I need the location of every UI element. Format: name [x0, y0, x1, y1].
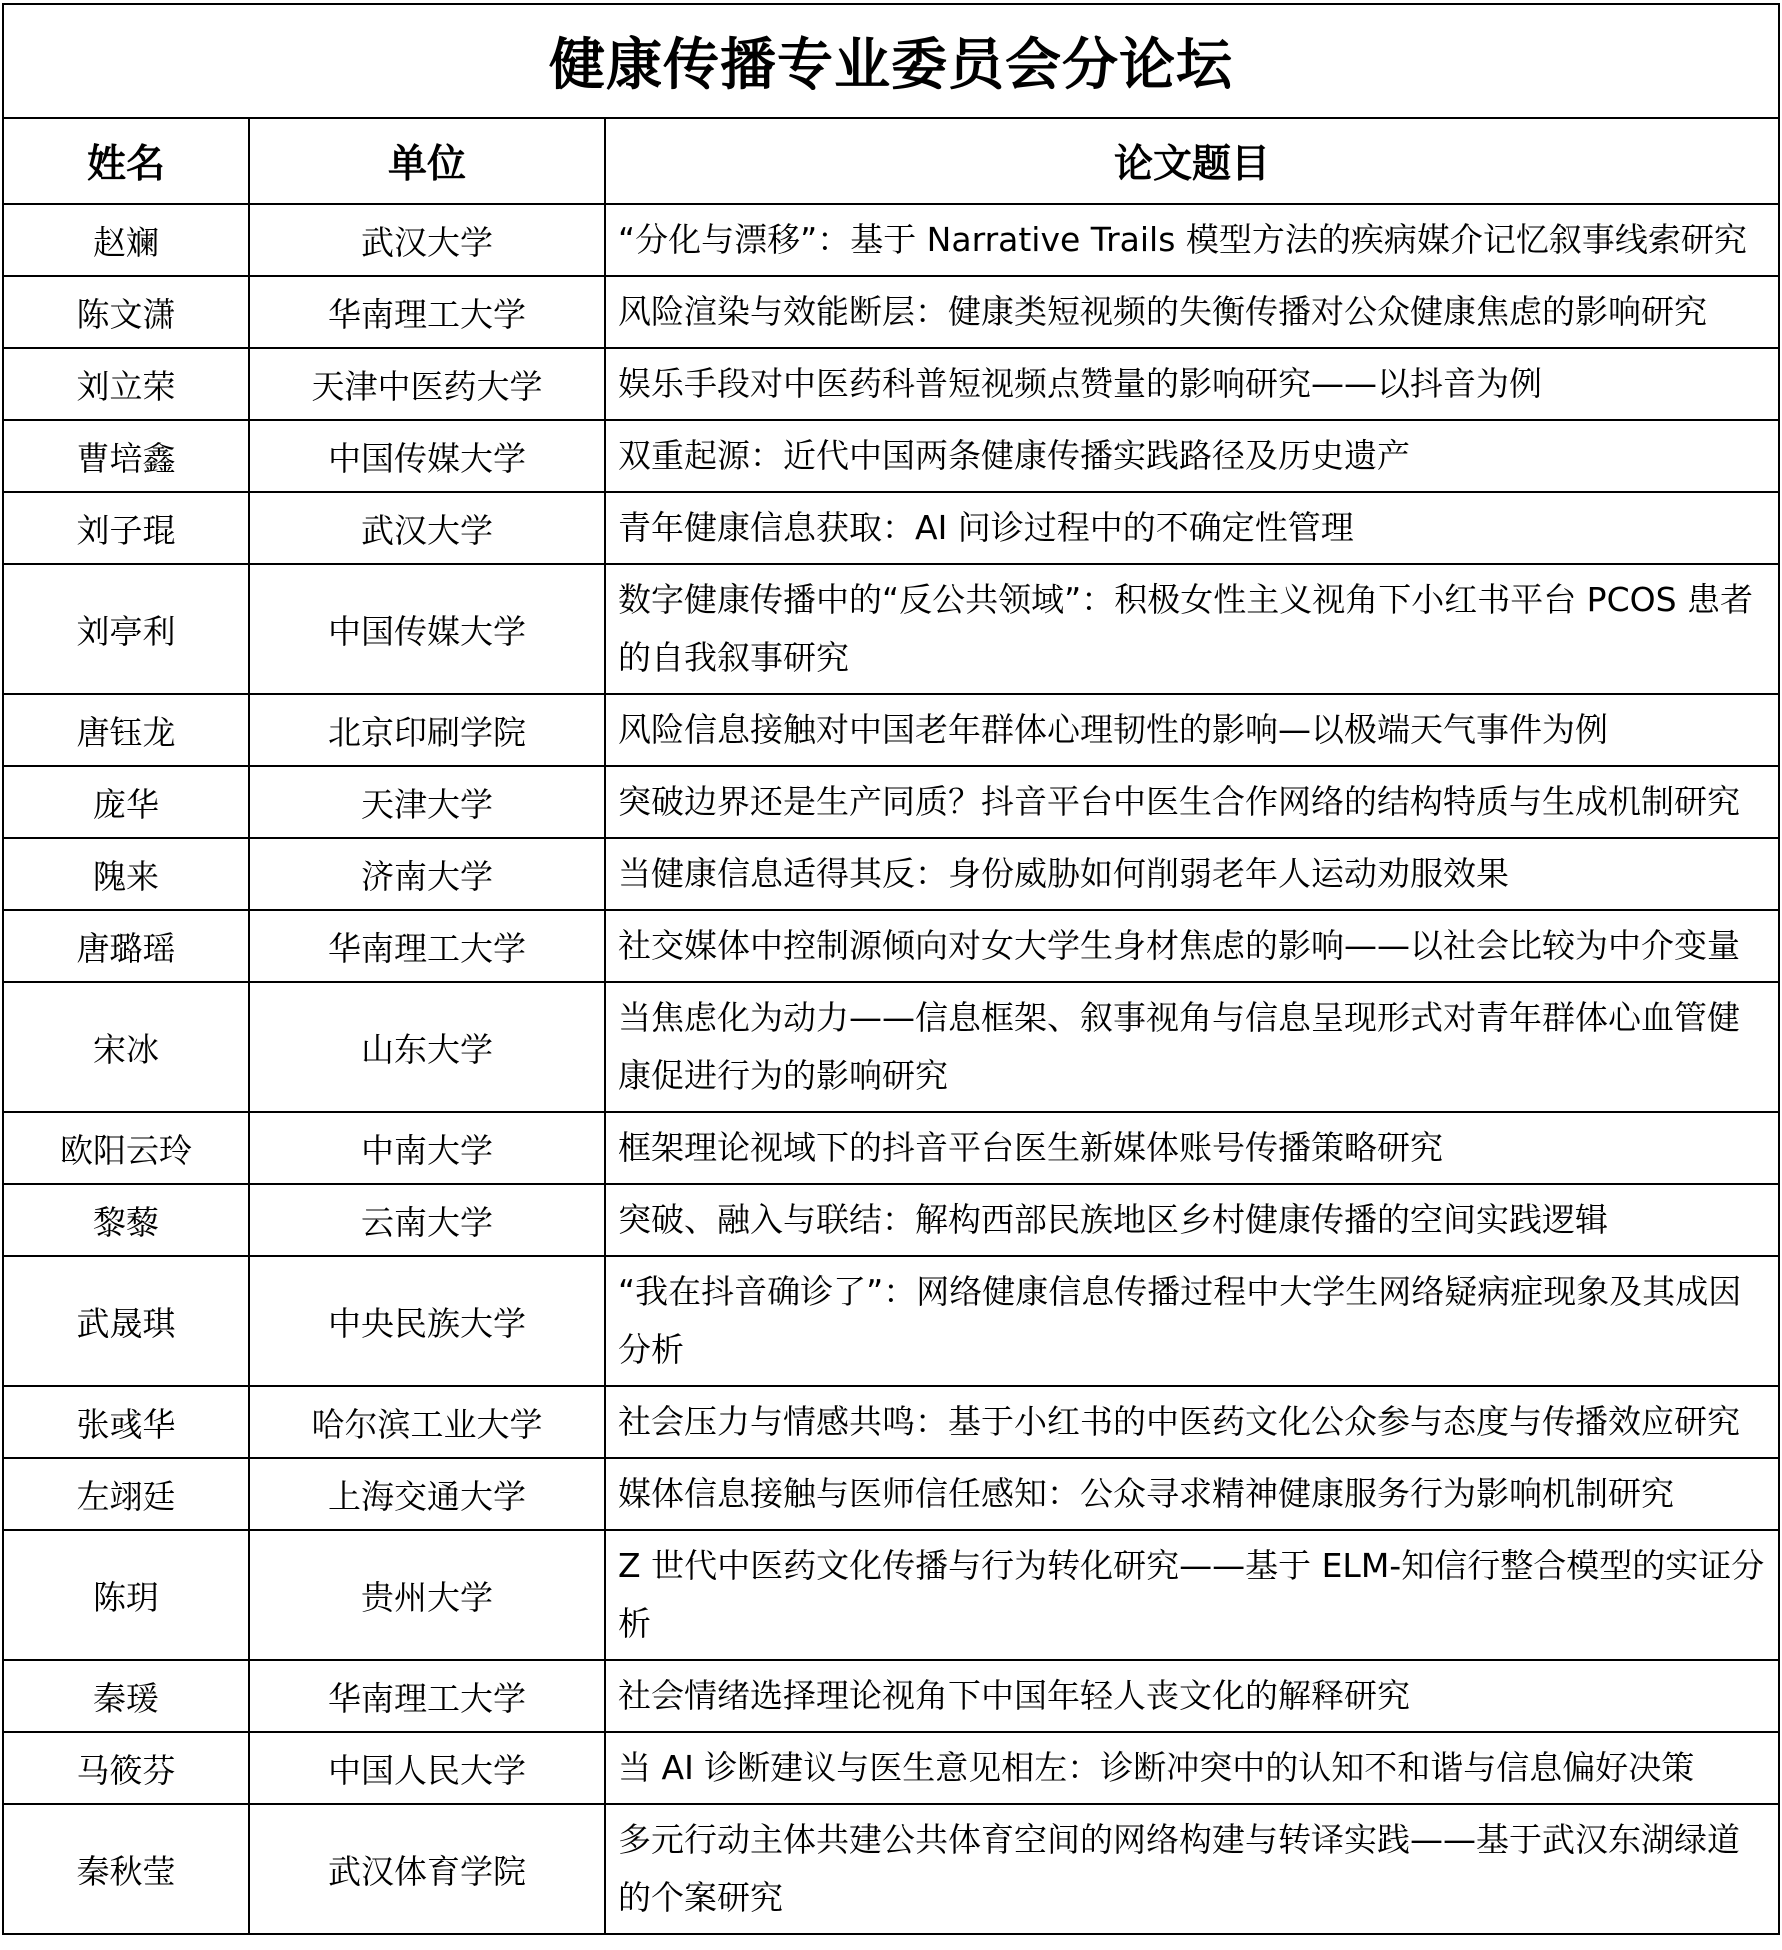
paper-title-cell: 双重起源：近代中国两条健康传播实践路径及历史遗产: [605, 420, 1779, 492]
unit-cell: 天津中医药大学: [249, 348, 605, 420]
paper-title-cell: 框架理论视域下的抖音平台医生新媒体账号传播策略研究: [605, 1112, 1779, 1184]
paper-title-cell: 当焦虑化为动力——信息框架、叙事视角与信息呈现形式对青年群体心血管健康促进行为的影响研究: [605, 982, 1779, 1112]
unit-cell: 中南大学: [249, 1112, 605, 1184]
paper-title-cell: 社交媒体中控制源倾向对女大学生身材焦虑的影响——以社会比较为中介变量: [605, 910, 1779, 982]
header-paper: 论文题目: [605, 118, 1779, 204]
name-cell: 赵斓: [3, 204, 249, 276]
paper-title-cell: 数字健康传播中的“反公共领域”：积极女性主义视角下小红书平台 PCOS 患者的自我叙事研究: [605, 564, 1779, 694]
name-cell: 欧阳云玲: [3, 1112, 249, 1184]
paper-title-cell: 媒体信息接触与医师信任感知：公众寻求精神健康服务行为影响机制研究: [605, 1458, 1779, 1530]
table-title: 健康传播专业委员会分论坛: [3, 4, 1779, 118]
unit-cell: 中国人民大学: [249, 1732, 605, 1804]
table-row: [3, 1804, 1779, 1934]
paper-title-cell: 社会压力与情感共鸣：基于小红书的中医药文化公众参与态度与传播效应研究: [605, 1386, 1779, 1458]
unit-cell: 武汉大学: [249, 492, 605, 564]
table-row: [3, 420, 1779, 492]
table-row: [3, 204, 1779, 276]
unit-cell: 中国传媒大学: [249, 564, 605, 694]
name-cell: 马筱芬: [3, 1732, 249, 1804]
table-row: [3, 1732, 1779, 1804]
table-row: [3, 348, 1779, 420]
table-row: [3, 564, 1779, 694]
table-row: [3, 1530, 1779, 1660]
name-cell: 黎藜: [3, 1184, 249, 1256]
table-row: [3, 1458, 1779, 1530]
paper-title-cell: 多元行动主体共建公共体育空间的网络构建与转译实践——基于武汉东湖绿道的个案研究: [605, 1804, 1779, 1934]
name-cell: 唐钰龙: [3, 694, 249, 766]
name-cell: 宋冰: [3, 982, 249, 1112]
unit-cell: 华南理工大学: [249, 910, 605, 982]
unit-cell: 华南理工大学: [249, 1660, 605, 1732]
table-row: [3, 1660, 1779, 1732]
name-cell: 左翊廷: [3, 1458, 249, 1530]
unit-cell: 云南大学: [249, 1184, 605, 1256]
paper-title-cell: 社会情绪选择理论视角下中国年轻人丧文化的解释研究: [605, 1660, 1779, 1732]
unit-cell: 山东大学: [249, 982, 605, 1112]
name-cell: 隗来: [3, 838, 249, 910]
name-cell: 刘立荣: [3, 348, 249, 420]
unit-cell: 上海交通大学: [249, 1458, 605, 1530]
name-cell: 唐璐瑶: [3, 910, 249, 982]
name-cell: 陈玥: [3, 1530, 249, 1660]
table-row: [3, 276, 1779, 348]
table-body: [3, 204, 1779, 1934]
paper-title-cell: 当健康信息适得其反：身份威胁如何削弱老年人运动劝服效果: [605, 838, 1779, 910]
paper-title-cell: 娱乐手段对中医药科普短视频点赞量的影响研究——以抖音为例: [605, 348, 1779, 420]
unit-cell: 北京印刷学院: [249, 694, 605, 766]
name-cell: 刘子琨: [3, 492, 249, 564]
paper-title-cell: 突破边界还是生产同质？抖音平台中医生合作网络的结构特质与生成机制研究: [605, 766, 1779, 838]
paper-title-cell: 当 AI 诊断建议与医生意见相左：诊断冲突中的认知不和谐与信息偏好决策: [605, 1732, 1779, 1804]
table-row: [3, 982, 1779, 1112]
unit-cell: 中国传媒大学: [249, 420, 605, 492]
header-unit: 单位: [249, 118, 605, 204]
table-row: [3, 1184, 1779, 1256]
unit-cell: 天津大学: [249, 766, 605, 838]
unit-cell: 华南理工大学: [249, 276, 605, 348]
paper-title-cell: Z 世代中医药文化传播与行为转化研究——基于 ELM-知信行整合模型的实证分析: [605, 1530, 1779, 1660]
table-row: [3, 766, 1779, 838]
table-row: [3, 1386, 1779, 1458]
table-row: [3, 492, 1779, 564]
paper-title-cell: “分化与漂移”：基于 Narrative Trails 模型方法的疾病媒介记忆叙事线索研究: [605, 204, 1779, 276]
name-cell: 陈文潇: [3, 276, 249, 348]
unit-cell: 贵州大学: [249, 1530, 605, 1660]
name-cell: 秦秋莹: [3, 1804, 249, 1934]
unit-cell: 武汉大学: [249, 204, 605, 276]
name-cell: 庞华: [3, 766, 249, 838]
paper-title-cell: 风险信息接触对中国老年群体心理韧性的影响—以极端天气事件为例: [605, 694, 1779, 766]
paper-title-cell: 青年健康信息获取：AI 问诊过程中的不确定性管理: [605, 492, 1779, 564]
table-row: [3, 694, 1779, 766]
paper-title-cell: 突破、融入与联结：解构西部民族地区乡村健康传播的空间实践逻辑: [605, 1184, 1779, 1256]
forum-table: [2, 3, 1780, 1935]
table-row: [3, 1112, 1779, 1184]
name-cell: 秦瑗: [3, 1660, 249, 1732]
header-name: 姓名: [3, 118, 249, 204]
name-cell: 张彧华: [3, 1386, 249, 1458]
unit-cell: 济南大学: [249, 838, 605, 910]
paper-title-cell: 风险渲染与效能断层：健康类短视频的失衡传播对公众健康焦虑的影响研究: [605, 276, 1779, 348]
unit-cell: 武汉体育学院: [249, 1804, 605, 1934]
name-cell: 刘亭利: [3, 564, 249, 694]
unit-cell: 哈尔滨工业大学: [249, 1386, 605, 1458]
name-cell: 曹培鑫: [3, 420, 249, 492]
table-row: [3, 910, 1779, 982]
paper-title-cell: “我在抖音确诊了”：网络健康信息传播过程中大学生网络疑病症现象及其成因分析: [605, 1256, 1779, 1386]
unit-cell: 中央民族大学: [249, 1256, 605, 1386]
name-cell: 武晟琪: [3, 1256, 249, 1386]
table-row: [3, 1256, 1779, 1386]
table-row: [3, 838, 1779, 910]
